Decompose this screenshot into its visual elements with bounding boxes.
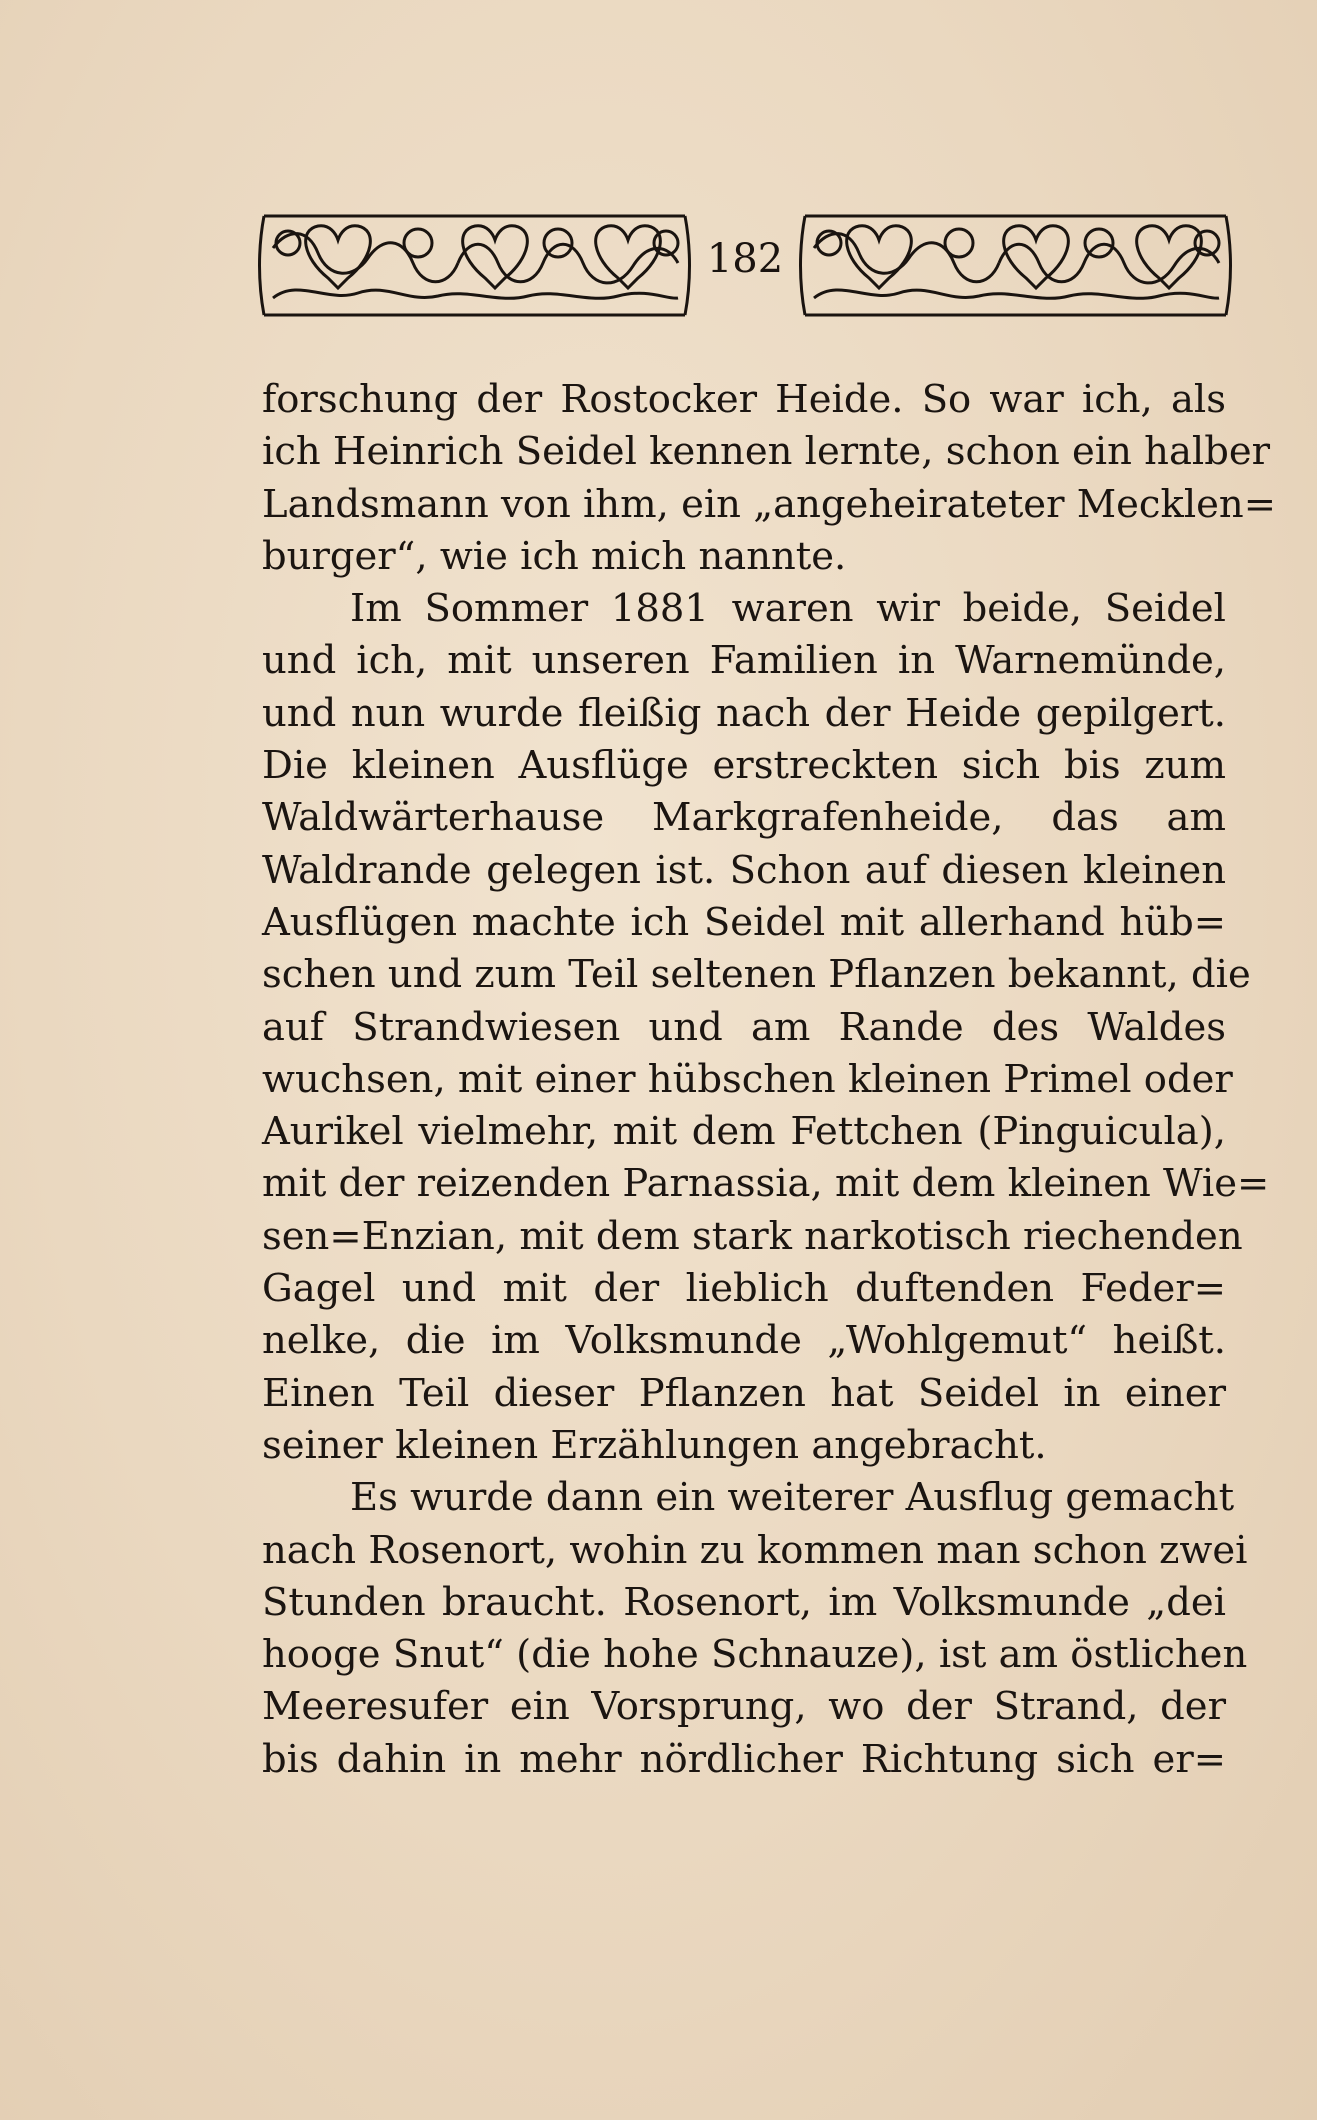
ornament-left-icon xyxy=(258,208,691,323)
text-line: ich Heinrich Seidel kennen lernte, schon ein halber xyxy=(262,429,1271,475)
text-line: Gagel und mit der lieblich duftenden Feder= xyxy=(262,1266,1226,1312)
ornament-right-icon xyxy=(799,208,1232,323)
text-line: auf Strandwiesen und am Rande des Waldes xyxy=(262,1004,1226,1050)
text-line: hooge Snut“ (die hohe Schnauze), ist am östlichen xyxy=(262,1632,1248,1678)
page-number: 182 xyxy=(706,236,784,282)
text-line: Einen Teil dieser Pflanzen hat Seidel in einer xyxy=(262,1370,1226,1416)
text-line: bis dahin in mehr nördlicher Richtung sich er= xyxy=(262,1736,1226,1782)
text-line: mit der reizenden Parnassia, mit dem kleinen Wie= xyxy=(262,1161,1270,1207)
text-line: wuchsen, mit einer hübschen kleinen Primel oder xyxy=(262,1056,1233,1102)
text-line: Es wurde dann ein weiterer Ausflug gemacht xyxy=(350,1475,1235,1521)
text-line: und ich, mit unseren Familien in Warnemünde, xyxy=(262,638,1226,684)
text-line: Waldwärterhause Markgrafenheide, das am xyxy=(262,795,1226,841)
text-line: nach Rosenort, wohin zu kommen man schon zwei xyxy=(262,1527,1248,1573)
text-line: Ausflügen machte ich Seidel mit allerhand hüb= xyxy=(262,899,1226,945)
text-line: Aurikel vielmehr, mit dem Fettchen (Pinguicula), xyxy=(262,1109,1226,1155)
text-line: nelke, die im Volksmunde „Wohlgemut“ heißt. xyxy=(262,1318,1226,1364)
text-line: Meeresufer ein Vorsprung, wo der Strand, der xyxy=(262,1684,1226,1730)
page-header xyxy=(258,208,1232,323)
text-line: schen und zum Teil seltenen Pflanzen bekannt, die xyxy=(262,952,1251,998)
text-line: seiner kleinen Erzählungen angebracht. xyxy=(262,1422,1047,1468)
text-line: burger“, wie ich mich nannte. xyxy=(262,533,847,579)
body-text xyxy=(262,374,1276,1786)
text-line: Im Sommer 1881 waren wir beide, Seidel xyxy=(350,586,1226,632)
text-line: forschung der Rostocker Heide. So war ich, als xyxy=(262,377,1226,422)
text-line: sen=Enzian, mit dem stark narkotisch riechenden xyxy=(262,1213,1243,1259)
text-line: und nun wurde fleißig nach der Heide gepilgert. xyxy=(262,690,1226,736)
text-line: Waldrande gelegen ist. Schon auf diesen kleinen xyxy=(262,847,1226,893)
text-line: Die kleinen Ausflüge erstreckten sich bis zum xyxy=(262,743,1226,789)
text-line: Stunden braucht. Rosenort, im Volksmunde „dei xyxy=(262,1579,1226,1625)
text-line: Landsmann von ihm, ein „angeheirateter Mecklen= xyxy=(262,481,1276,527)
